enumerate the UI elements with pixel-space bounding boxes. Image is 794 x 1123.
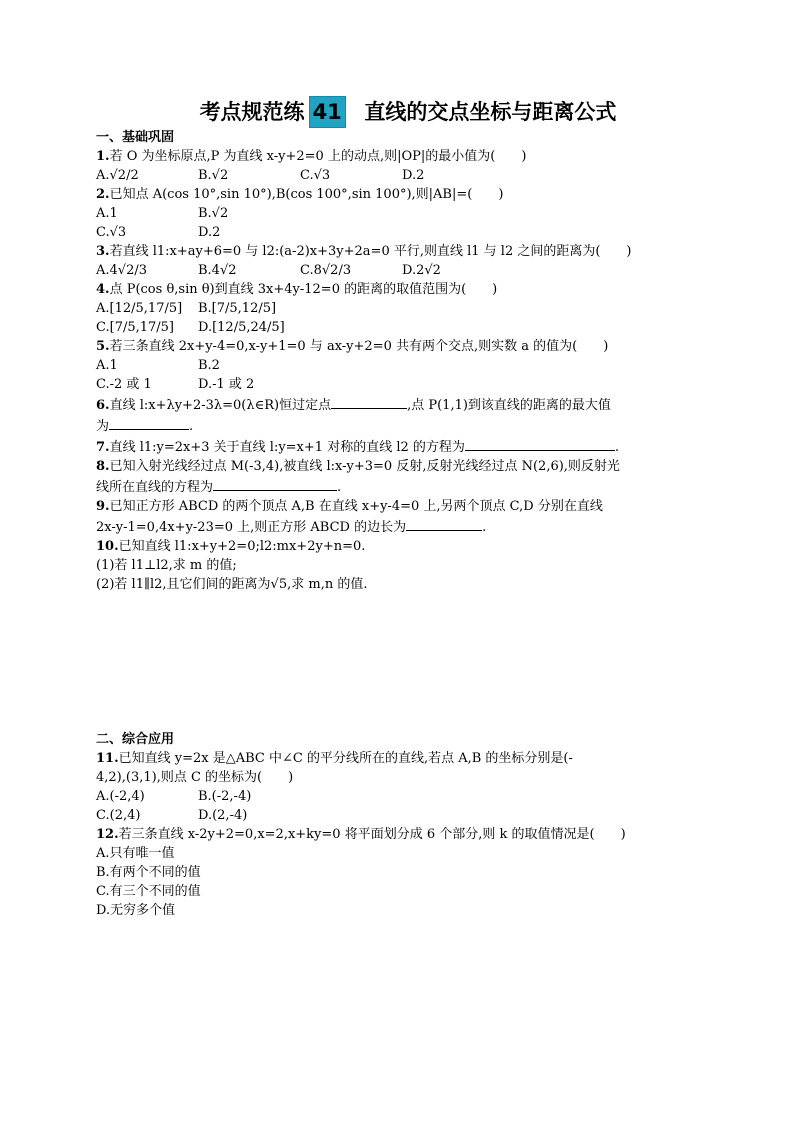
- question-text: 若三条直线 x-2y+2=0,x=2,x+ky=0 将平面划分成 6 个部分,则 k 的取值情况是( ): [118, 827, 626, 842]
- question-text: 线所在直线的方程为: [96, 480, 214, 495]
- question-text: 直线 l:x+λy+2-3λ=0(λ∈R)恒过定点: [109, 398, 332, 413]
- question-text: 已知直线 y=2x 是△ABC 中∠C 的平分线所在的直线,若点 A,B 的坐标分别是(-: [118, 751, 573, 766]
- question-10-part-2: (2)若 l1∥l2,且它们间的距离为√5,求 m,n 的值.: [96, 577, 368, 592]
- question-10-part-1: (1)若 l1⊥l2,求 m 的值;: [96, 558, 237, 573]
- option-a: A.[12/5,17/5]: [96, 301, 183, 316]
- option-a: A.只有唯一值: [96, 846, 175, 861]
- question-text: .: [337, 480, 342, 495]
- option-a: A.1: [96, 206, 118, 221]
- option-c: C.8√2/3: [300, 263, 352, 278]
- question-text: 2x-y-1=0,4x+y-23=0 上,则正方形 ABCD 的边长为: [96, 520, 407, 535]
- question-3-options: [96, 261, 696, 280]
- question-11-options-row1: [96, 787, 696, 806]
- question-text: 若 O 为坐标原点,P 为直线 x-y+2=0 上的动点,则|OP|的最小值为( ): [109, 149, 527, 164]
- question-6: [96, 394, 696, 415]
- option-b: B.4√2: [198, 263, 237, 278]
- worksheet-page: [96, 96, 696, 920]
- question-7: [96, 436, 696, 457]
- question-text: 为: [96, 419, 110, 434]
- question-9-line2: [96, 516, 696, 537]
- option-c: C.(2,4): [96, 808, 141, 823]
- option-b: B.√2: [198, 168, 229, 183]
- question-11: [96, 749, 696, 768]
- question-text: 已知点 A(cos 10°,sin 10°),B(cos 100°,sin 100°),则|AB|=( ): [109, 187, 504, 202]
- question-text: 已知入射光线经过点 M(-3,4),被直线 l:x-y+3=0 反射,反射光线经过点 N(2,6),则反射光: [109, 459, 620, 474]
- question-6-line2: [96, 415, 696, 436]
- question-number: 7.: [96, 440, 110, 455]
- question-number: 6.: [96, 398, 110, 413]
- answer-blank-2[interactable]: [109, 415, 189, 430]
- option-c: C.-2 或 1: [96, 377, 152, 392]
- question-4: [96, 280, 696, 299]
- option-b: B.有两个不同的值: [96, 865, 201, 880]
- question-number: 3.: [96, 244, 110, 259]
- option-a: A.1: [96, 358, 118, 373]
- question-number: 9.: [96, 499, 110, 514]
- page-title: [120, 96, 696, 128]
- question-number: 11.: [96, 751, 119, 766]
- question-text: 已知直线 l1:x+y+2=0;l2:mx+2y+n=0.: [118, 539, 366, 554]
- question-text: 点 P(cos θ,sin θ)到直线 3x+4y-12=0 的距离的取值范围为( ): [109, 282, 498, 297]
- option-c: C.√3: [96, 225, 127, 240]
- option-d: D.2√2: [402, 263, 441, 278]
- title-prefix: 考点规范练: [199, 100, 305, 124]
- question-text: .: [614, 440, 620, 455]
- option-d: D.无穷多个值: [96, 903, 176, 918]
- question-4-options-row1: [96, 299, 696, 318]
- question-5-options-row2: [96, 375, 696, 394]
- question-number: 10.: [96, 539, 119, 554]
- question-5: [96, 337, 696, 356]
- option-d: D.2: [402, 168, 425, 183]
- question-11-line2: 4,2),(3,1),则点 C 的坐标为( ): [96, 770, 294, 785]
- option-b: B.[7/5,12/5]: [198, 301, 277, 316]
- question-text: 已知正方形 ABCD 的两个顶点 A,B 在直线 x+y-4=0 上,另两个顶点 C,D 分别在直线: [109, 499, 603, 514]
- option-c: C.有三个不同的值: [96, 884, 201, 899]
- question-2-options-row1: [96, 204, 696, 223]
- question-5-options-row1: [96, 356, 696, 375]
- question-12: [96, 825, 696, 844]
- option-d: D.[12/5,24/5]: [198, 320, 285, 335]
- answer-space[interactable]: [96, 594, 696, 730]
- option-b: B.(-2,-4): [198, 789, 252, 804]
- question-text: 直线 l1:y=2x+3 关于直线 l:y=x+1 对称的直线 l2 的方程为: [109, 440, 465, 455]
- question-8: [96, 457, 696, 476]
- question-number: 12.: [96, 827, 119, 842]
- question-text: .: [189, 419, 194, 434]
- question-text: ,点 P(1,1)到该直线的距离的最大值: [407, 398, 611, 413]
- question-8-line2: [96, 476, 696, 497]
- question-number: 2.: [96, 187, 110, 202]
- option-b: B.2: [198, 358, 220, 373]
- option-c: C.√3: [300, 168, 331, 183]
- option-d: D.(2,-4): [198, 808, 248, 823]
- question-text: 若三条直线 2x+y-4=0,x-y+1=0 与 ax-y+2=0 共有两个交点,则实数 a 的值为( ): [109, 339, 609, 354]
- question-number: 5.: [96, 339, 110, 354]
- answer-blank[interactable]: [465, 436, 615, 451]
- option-b: B.√2: [198, 206, 229, 221]
- option-a: A.(-2,4): [96, 789, 145, 804]
- answer-blank-1[interactable]: [331, 394, 407, 409]
- question-2-options-row2: [96, 223, 696, 242]
- option-a: A.4√2/3: [96, 263, 147, 278]
- option-d: D.2: [198, 225, 221, 240]
- question-2: [96, 185, 696, 204]
- option-d: D.-1 或 2: [198, 377, 255, 392]
- question-10: [96, 537, 696, 556]
- question-3: [96, 242, 696, 261]
- option-c: C.[7/5,17/5]: [96, 320, 175, 335]
- section-heading-basic: 一、基础巩固: [96, 130, 175, 145]
- lesson-number-badge: 41: [309, 96, 346, 128]
- answer-blank[interactable]: [213, 476, 337, 491]
- question-1: [96, 147, 696, 166]
- question-4-options-row2: [96, 318, 696, 337]
- section-heading-comprehensive: 二、综合应用: [96, 732, 175, 747]
- question-number: 4.: [96, 282, 110, 297]
- question-1-options: [96, 166, 696, 185]
- question-11-options-row2: [96, 806, 696, 825]
- question-text: .: [482, 520, 487, 535]
- question-number: 8.: [96, 459, 110, 474]
- title-main: 直线的交点坐标与距离公式: [364, 100, 617, 124]
- question-9: [96, 497, 696, 516]
- option-a: A.√2/2: [96, 168, 139, 183]
- answer-blank[interactable]: [406, 516, 482, 531]
- question-text: 若直线 l1:x+ay+6=0 与 l2:(a-2)x+3y+2a=0 平行,则直线 l1 与 l2 之间的距离为( ): [109, 244, 632, 259]
- question-number: 1.: [96, 149, 110, 164]
